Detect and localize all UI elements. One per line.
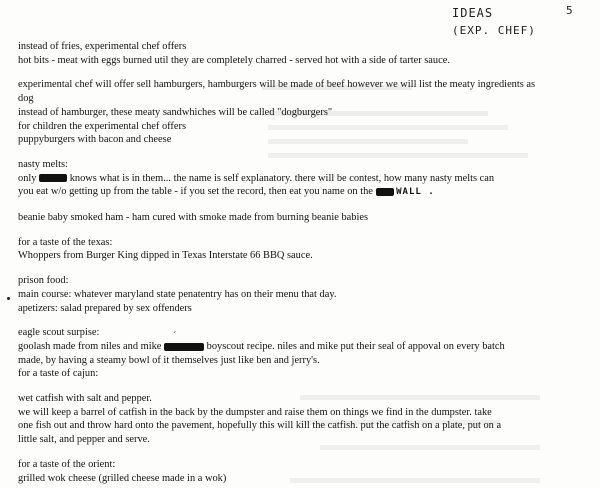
text-line: puppyburgers with bacon and cheese bbox=[18, 134, 172, 146]
text-line: dog bbox=[18, 93, 34, 105]
text-line bbox=[18, 340, 593, 354]
handwritten-page-number: 5 bbox=[566, 4, 574, 17]
text-line: nasty melts: bbox=[18, 158, 68, 170]
text-line: main course: whatever maryland state penatentry has on their menu that day. bbox=[18, 288, 337, 300]
text-fragment: boyscout recipe. niles and mike put their seal of appoval on every batch bbox=[206, 340, 505, 352]
text-line: for a taste of the orient: bbox=[18, 458, 116, 470]
text-line bbox=[18, 172, 593, 186]
text-line: one fish out and throw hard onto the pavement, hopefully this will kill the catfish. put the catfish on a plate, put on a bbox=[18, 420, 502, 432]
text-line: wet catfish with salt and pepper. bbox=[18, 393, 152, 405]
text-line: little salt, and pepper and serve. bbox=[18, 434, 150, 446]
text-line: eagle scout surpise: bbox=[18, 327, 100, 339]
text-line: for a taste of the texas: bbox=[18, 236, 113, 248]
text-fragment: you eat w/o getting up from the table - if you set the record, then eat you name on the bbox=[18, 186, 373, 198]
text-line: made, by having a steamy bowl of it themselves just like ben and jerry's. bbox=[18, 354, 320, 366]
text-line: for a taste of cajun: bbox=[18, 368, 99, 380]
pen-mark: ´ bbox=[173, 331, 177, 342]
text-line: hot bits - meat with eggs burned util they are completely charred - served hot with a side of tarter sauce. bbox=[18, 54, 450, 66]
text-line: we will keep a barrel of catfish in the back by the dumpster and raise them on things we find in the dumpster. take bbox=[18, 406, 492, 418]
redaction-mark bbox=[376, 188, 394, 196]
text-line: instead of hamburger, these meaty sandwhiches will be called "dogburgers" bbox=[18, 106, 333, 118]
text-line: grilled wok cheese (grilled cheese made in a wok) bbox=[18, 472, 227, 484]
text-fragment: knows what is in them... the name is self explanatory. there will be contest, how many nasty melts can bbox=[69, 172, 495, 184]
redaction-mark bbox=[39, 174, 67, 182]
text-line: for children the experimental chef offers bbox=[18, 120, 187, 132]
text-line: beanie baby smoked ham - ham cured with smoke made from burning beanie babies bbox=[18, 212, 368, 224]
text-line: experimental chef will offer sell hamburgers, hamburgers will be made of beef however we will list the meaty ingredients as bbox=[18, 79, 536, 91]
redaction-mark bbox=[164, 343, 204, 351]
document-body bbox=[18, 40, 593, 485]
handwritten-subtitle: (EXP. CHEF) bbox=[452, 24, 536, 37]
text-line bbox=[18, 185, 593, 200]
text-fragment: only bbox=[18, 172, 37, 184]
text-line: instead of fries, experimental chef offers bbox=[18, 41, 187, 52]
text-line: Whoppers from Burger King dipped in Texas Interstate 66 BBQ sauce. bbox=[18, 250, 313, 262]
handwritten-note: WALL . bbox=[396, 187, 435, 198]
text-line: apetizers: salad prepared by sex offenders bbox=[18, 302, 192, 314]
handwritten-title: IDEAS bbox=[452, 6, 494, 20]
margin-dot bbox=[7, 297, 10, 300]
text-line: prison food: bbox=[18, 275, 69, 287]
text-fragment: goolash made from niles and mike bbox=[18, 340, 162, 352]
